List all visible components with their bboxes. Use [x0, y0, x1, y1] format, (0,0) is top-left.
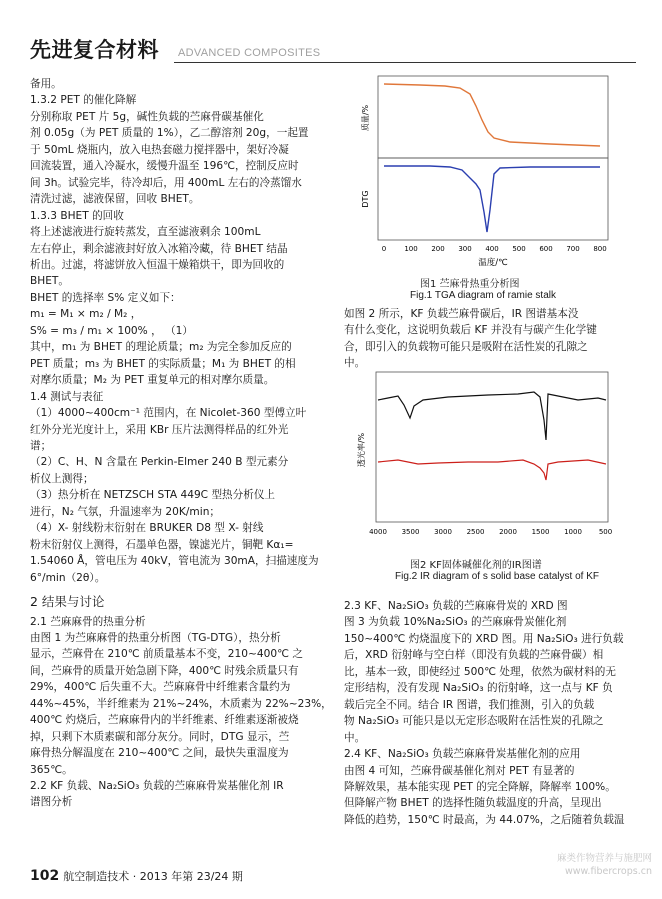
fig1-x-tick: 200	[431, 245, 445, 253]
right_lines2-line: 2.4 KF、Na₂SiO₃ 负载苎麻麻骨炭基催化剂的应用	[344, 748, 581, 761]
left_lines-line: 粉末衍射仪上测得，石墨单色器，镍滤光片，铜靶 Kα₁=	[30, 538, 294, 551]
left_lines2-line: 麻骨热分解温度在 210~400℃ 之间，最快失重温度为	[30, 747, 289, 760]
fig2-x-tick: 2500	[466, 528, 485, 536]
fig1-caption-cn: 图1 苎麻骨热重分析图	[420, 279, 520, 290]
left_lines2-line: 400℃ 灼烧后，苎麻麻骨内的半纤维素、纤维素逐渐被烧	[30, 714, 299, 727]
left_lines-line: 备用。	[30, 78, 62, 90]
left_lines-line: 回流装置，通入冷凝水，缓慢升温至 196℃，控制反应时	[30, 160, 299, 173]
dtg-ylabel: DTG	[361, 190, 370, 208]
left_lines2-line: 44%~45%，半纤维素为 21%~24%，木质素为 22%~23%，	[30, 697, 332, 710]
fig2-x-tick: 3500	[401, 528, 420, 536]
right_lines2-line: 定形结构，没有发现 Na₂SiO₃ 的衍射峰，这一点与 KF 负	[344, 682, 613, 695]
fig2-x-tick: 500	[598, 528, 613, 536]
left_lines-line: 析仪上测得；	[30, 472, 94, 485]
right_lines-line: 中。	[344, 357, 366, 370]
right_lines2-line: 后，XRD 衍射峰与空白样（即没有负载的苎麻骨碳）相	[344, 649, 604, 662]
left_lines-line: BHET 的选择率 S% 定义如下：	[30, 291, 181, 304]
fig1-x-tick: 500	[512, 245, 526, 253]
right_lines2-line: 降解效果，基本能实现 PET 的完全降解，降解率 100%。	[344, 780, 616, 793]
left_lines2-line: 由图 1 为苎麻麻骨的热重分析图（TG-DTG），热分析	[30, 631, 281, 644]
fig1-x-tick: 800	[593, 245, 607, 253]
ir-spectrum-top	[378, 392, 606, 440]
fig1-caption-en: Fig.1 TGA diagram of ramie stalk	[410, 290, 556, 301]
right_lines-line: 合，即引入的负载物可能只是吸附在活性炭的孔隙之	[344, 340, 588, 353]
left_lines-line: （3）热分析在 NETZSCH STA 449C 型热分析仪上	[30, 489, 276, 502]
right-column-bottom	[344, 598, 644, 828]
fig2-x-tick: 1500	[531, 528, 550, 536]
watermark-cn: 麻类作物营养与施肥网	[556, 853, 652, 864]
right_lines2-line: 但降解产物 BHET 的选择性随负载温度的升高，呈现出	[344, 797, 602, 810]
right_lines2-line: 物 Na₂SiO₃ 可能只是以无定形态吸附在活性炭的孔隙之	[344, 715, 604, 728]
right_lines2-line: 降低的趋势，150℃ 时最高，为 44.07%，之后随着负载温	[344, 813, 625, 826]
left_lines2-line: 29%，400℃ 后失重不大。苎麻麻骨中纤维素含量约为	[30, 681, 291, 694]
right_lines2-line: 比，基本一致，即使经过 500℃ 处理，依然为碳材料的无	[344, 665, 616, 678]
fig2-ylabel: 透光率/%	[357, 432, 366, 468]
left_lines-line: 进行，N₂ 气氛，升温速率为 20K/min；	[30, 505, 221, 518]
left_lines2-line: 显示，苎麻骨在 210℃ 前质量基本不变，210~400℃ 之	[30, 648, 303, 661]
right_lines2-line: 150~400℃ 灼烧温度下的 XRD 图。用 Na₂SiO₃ 进行负载	[344, 632, 624, 645]
left_lines2-line: 2.2 KF 负载、Na₂SiO₃ 负载的苎麻麻骨炭基催化剂 IR	[30, 780, 284, 793]
tg-ylabel: 质量/%	[361, 104, 370, 132]
journal-title-cn: 先进复合材料	[30, 38, 159, 62]
fig2-caption-cn: 图2 KF固体碱催化剂的IR图谱	[410, 560, 542, 571]
fig1-x-tick: 600	[539, 245, 553, 253]
figure-1-tga	[350, 72, 620, 272]
header-rule	[174, 62, 636, 63]
left_lines-line: 将上述滤液进行旋转蒸发，直至滤液剩余 100mL	[30, 226, 261, 239]
left_lines-line: 1.3.2 PET 的催化降解	[30, 94, 137, 107]
left_lines-line: 6°/min（2θ）。	[30, 571, 106, 584]
watermark	[557, 852, 652, 878]
fig2-x-ticks	[369, 528, 612, 536]
journal-header	[28, 34, 636, 62]
watermark-url: www.fibercrops.cn	[565, 866, 652, 877]
right_lines-line: 有什么变化，这说明负载后 KF 并没有与碳产生化学键	[344, 324, 597, 337]
left_lines-line: 间 3h。试验完毕，待冷却后，用 400mL 左右的冷蒸馏水	[30, 176, 302, 189]
tg-curve	[384, 84, 600, 146]
page-footer	[30, 868, 243, 884]
left_lines-line: 1.54060 Å，管电压为 40kV，管电流为 30mA，扫描速度为	[30, 555, 319, 568]
left_lines-line: 剂 0.05g（为 PET 质量的 1%），乙二醇溶剂 20g，一起置	[30, 127, 309, 140]
left_lines2-line: 谱图分析	[30, 796, 73, 809]
left_lines-line: S% = m₃ / m₁ × 100% ， （1）	[30, 324, 193, 337]
right-column-top	[344, 306, 644, 372]
dtg-panel	[361, 158, 608, 240]
tg-panel	[360, 76, 608, 158]
left_lines2-line: 2.1 苎麻麻骨的热重分析	[30, 615, 146, 628]
footer-journal: 航空制造技术 · 2013 年第 23/24 期	[63, 870, 243, 883]
right_lines2-line: 中。	[344, 731, 366, 744]
fig2-x-tick: 4000	[369, 528, 387, 536]
left_lines-line: （1）4000~400cm⁻¹ 范围内，在 Nicolet-360 型傅立叶	[30, 407, 307, 420]
left_lines-line: 左右停止，剩余滤液封好放入冰箱冷藏，待 BHET 结晶	[30, 242, 288, 255]
page-number: 102	[30, 868, 60, 884]
fig1-x-tick: 700	[566, 245, 580, 253]
left_lines2-line: 间，苎麻骨的质量开始急剧下降，400℃ 时残余质量只有	[30, 664, 299, 677]
dtg-curve	[384, 166, 600, 232]
left_lines-line: 清洗过滤，滤液保留，回收 BHET。	[30, 193, 200, 206]
fig1-x-tick: 100	[404, 245, 418, 253]
left_lines-line: PET 质量；m₃ 为 BHET 的实际质量；M₁ 为 BHET 的相	[30, 357, 296, 370]
fig1-x-tick: 400	[485, 245, 499, 253]
left-column	[30, 76, 330, 811]
left_lines-line: BHET。	[30, 275, 69, 288]
left_lines2-line: 365℃。	[30, 763, 73, 776]
left-text-block	[30, 76, 330, 586]
section-heading: 2 结果与讨论	[30, 594, 105, 610]
left_lines-line: （2）C、H、N 含量在 Perkin-Elmer 240 B 型元素分	[30, 456, 289, 469]
right_lines2-line: 2.3 KF、Na₂SiO₃ 负载的苎麻麻骨炭的 XRD 图	[344, 600, 568, 612]
fig1-x-tick: 0	[381, 245, 387, 253]
left_lines-line: 析出。过滤，将滤饼放入恒温干燥箱烘干，即为回收的	[30, 258, 285, 271]
fig2-x-tick: 3000	[434, 528, 452, 536]
left-text-block-2	[30, 614, 330, 811]
fig2-caption-en: Fig.2 IR diagram of s solid base catalyst of KF	[395, 571, 599, 582]
left_lines-line: 其中，m₁ 为 BHET 的理论质量；m₂ 为完全参加反应的	[30, 341, 292, 354]
left_lines-line: 红外分光光度计上，采用 KBr 压片法测得样品的红外光	[30, 423, 289, 436]
left_lines-line: 于 50mL 烧瓶内，放入电热套磁力搅拌器中，架好冷凝	[30, 143, 289, 156]
left_lines-line: 1.3.3 BHET 的回收	[30, 209, 124, 222]
fig1-xlabel: 温度/℃	[478, 258, 508, 268]
left_lines-line: 对摩尔质量；M₂ 为 PET 重复单元的相对摩尔质量。	[30, 374, 275, 387]
right_lines-line: 如图 2 所示，KF 负载苎麻骨碳后，IR 图谱基本没	[344, 308, 579, 320]
figure-2-ir	[348, 370, 618, 550]
left_lines-line: 谱；	[30, 439, 52, 452]
ir-spectrum-bottom	[378, 460, 606, 480]
left_lines-line: 分别称取 PET 片 5g，碱性负载的苎麻骨碳基催化	[30, 110, 264, 123]
fig2-x-tick: 1000	[564, 528, 582, 536]
left_lines2-line: 掉，只剩下木质素碳和部分灰分。同时，DTG 显示，苎	[30, 730, 290, 743]
fig2-x-tick: 2000	[499, 528, 517, 536]
left_lines-line: m₁ = M₁ × m₂ / M₂ ，	[30, 308, 142, 321]
right-text-block-2	[344, 598, 644, 828]
right-text-block	[344, 306, 644, 372]
fig1-x-ticks	[382, 245, 607, 253]
left_lines-line: 1.4 测试与表征	[30, 390, 104, 403]
left_lines-line: （4）X- 射线粉末衍射在 BRUKER D8 型 X- 射线	[30, 522, 264, 535]
right_lines2-line: 由图 4 可知，苎麻骨碳基催化剂对 PET 有显著的	[344, 764, 575, 777]
fig1-x-tick: 300	[458, 245, 472, 253]
right_lines2-line: 图 3 为负载 10%Na₂SiO₃ 的苎麻麻骨炭催化剂	[344, 616, 567, 629]
right_lines2-line: 载后完全不同。结合 IR 图谱，我们推测，引入的负载	[344, 698, 595, 711]
journal-title-en: ADVANCED COMPOSITES	[178, 47, 321, 59]
